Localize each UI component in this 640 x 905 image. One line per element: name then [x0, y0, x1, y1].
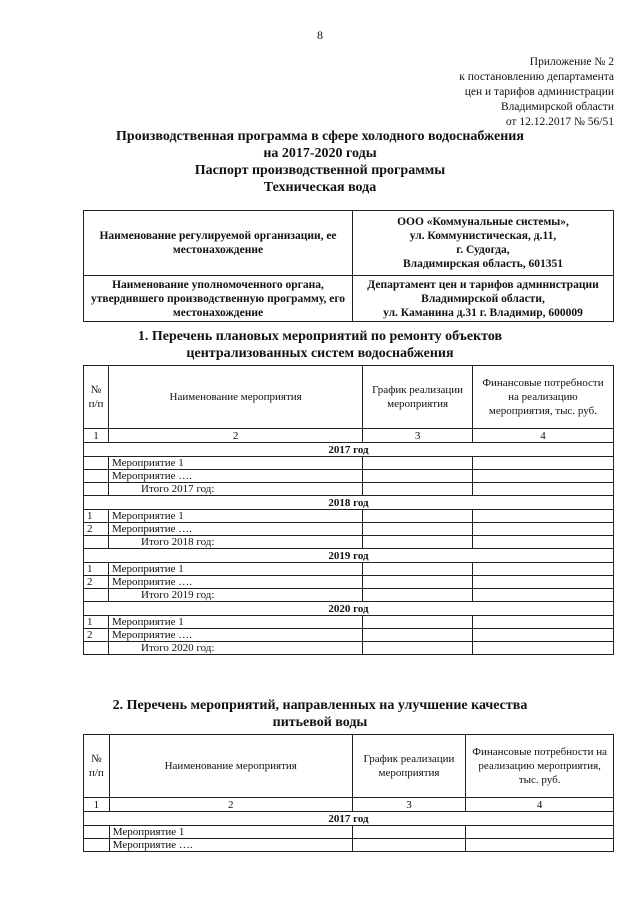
cell: Мероприятие 1: [109, 563, 363, 576]
cell: [84, 536, 109, 549]
cell: [352, 826, 466, 839]
value-line: ул. Каманина д.31 г. Владимир, 600009: [383, 306, 583, 319]
title-line: централизованных систем водоснабжения: [186, 346, 454, 361]
section2-title: [0, 697, 640, 731]
cell: Мероприятие 1: [109, 510, 363, 523]
passport-label: Наименование регулируемой организации, ее местонахождение: [84, 211, 353, 276]
column-numbers-row: [84, 798, 614, 812]
value-line: Департамент цен и тарифов администрации: [367, 278, 599, 291]
table-row: [84, 563, 614, 576]
title-line: Техническая вода: [263, 180, 377, 195]
cell: [472, 576, 613, 589]
cell: 2: [84, 523, 109, 536]
table-row: [84, 576, 614, 589]
title-line: Паспорт производственной программы: [194, 163, 446, 178]
cell: Мероприятие 1: [109, 616, 363, 629]
col-header-name: Наименование мероприятия: [109, 366, 363, 429]
col-header-schedule: График реализации мероприятия: [363, 366, 473, 429]
cell: 1: [84, 798, 110, 812]
cell: 1: [84, 616, 109, 629]
total-row: [84, 642, 614, 655]
header-row: [84, 366, 614, 429]
year-label: 2019 год: [84, 549, 614, 563]
title-line: Производственная программа в сфере холодного водоснабжения: [116, 129, 524, 144]
cell: [363, 642, 473, 655]
cell: [363, 483, 473, 496]
cell: 2: [109, 798, 352, 812]
title-line: 1. Перечень плановых мероприятий по ремонту объектов: [137, 329, 503, 344]
cell: [84, 483, 109, 496]
cell: [363, 470, 473, 483]
cell: [363, 589, 473, 602]
cell: Мероприятие ….: [109, 576, 363, 589]
title-line: 2. Перечень мероприятий, направленных на улучшение качества: [112, 698, 528, 713]
cell: 1: [84, 429, 109, 443]
header-row: [84, 735, 614, 798]
cell: 3: [363, 429, 473, 443]
cell: [472, 523, 613, 536]
cell: [472, 483, 613, 496]
col-header-finance: Финансовые потребности на реализацию мероприятия, тыс. руб.: [466, 735, 614, 798]
value-line: г. Судогда,: [456, 244, 510, 256]
cell: [472, 642, 613, 655]
cell: [472, 629, 613, 642]
year-label: 2020 год: [84, 602, 614, 616]
cell: [363, 576, 473, 589]
cell: 3: [352, 798, 466, 812]
value-line: ул. Коммунистическая, д.11,: [409, 230, 557, 242]
value-line: ООО «Коммунальные системы»,: [397, 216, 569, 228]
year-row: [84, 443, 614, 457]
cell: [363, 510, 473, 523]
table-row: [84, 629, 614, 642]
total-row: [84, 536, 614, 549]
cell: [363, 536, 473, 549]
year-row: [84, 549, 614, 563]
cell: Итого 2018 год:: [109, 536, 363, 549]
cell: 4: [466, 798, 614, 812]
cell: Мероприятие ….: [109, 839, 352, 852]
cell: [472, 563, 613, 576]
table-row: [84, 211, 614, 276]
table-row: [84, 839, 614, 852]
cell: [84, 839, 110, 852]
col-header-name: Наименование мероприятия: [109, 735, 352, 798]
cell: [352, 839, 466, 852]
appendix-line: цен и тарифов администрации: [464, 86, 614, 98]
appendix-note: [459, 55, 614, 130]
col-header-schedule: График реализации мероприятия: [352, 735, 466, 798]
document-title: [0, 128, 640, 196]
cell: 1: [84, 510, 109, 523]
cell: [472, 536, 613, 549]
cell: [363, 563, 473, 576]
cell: [84, 470, 109, 483]
appendix-line: Приложение № 2: [529, 56, 614, 68]
appendix-line: Владимирской области: [500, 101, 614, 113]
title-line: на 2017-2020 годы: [263, 146, 377, 161]
page-number: 8: [317, 28, 323, 42]
cell: Мероприятие ….: [109, 470, 363, 483]
table-row: [84, 510, 614, 523]
cell: Итого 2017 год:: [109, 483, 363, 496]
cell: [84, 457, 109, 470]
cell: [84, 826, 110, 839]
cell: [363, 457, 473, 470]
year-label: 2017 год: [84, 443, 614, 457]
cell: [363, 629, 473, 642]
table-row: [84, 457, 614, 470]
passport-value: [353, 211, 614, 276]
table-row: [84, 470, 614, 483]
cell: Мероприятие 1: [109, 826, 352, 839]
section1-title: [0, 328, 640, 362]
total-row: [84, 589, 614, 602]
year-label: 2017 год: [84, 812, 614, 826]
year-row: [84, 812, 614, 826]
total-row: [84, 483, 614, 496]
cell: [472, 457, 613, 470]
appendix-line: к постановлению департамента: [459, 71, 614, 83]
cell: [466, 839, 614, 852]
table-row: [84, 276, 614, 322]
cell: [472, 510, 613, 523]
col-header-finance: Финансовые потребности на реализацию мероприятия, тыс. руб.: [472, 366, 613, 429]
cell: Мероприятие ….: [109, 629, 363, 642]
year-row: [84, 602, 614, 616]
passport-value: [353, 276, 614, 322]
cell: Итого 2019 год:: [109, 589, 363, 602]
cell: [84, 642, 109, 655]
passport-label: Наименование уполномоченного органа, утвердившего производственную программу, его местонахождение: [84, 276, 353, 322]
repair-measures-table: [83, 365, 614, 655]
cell: 1: [84, 563, 109, 576]
cell: [84, 589, 109, 602]
year-label: 2018 год: [84, 496, 614, 510]
cell: Мероприятие ….: [109, 523, 363, 536]
cell: Мероприятие 1: [109, 457, 363, 470]
column-numbers-row: [84, 429, 614, 443]
value-line: Владимирская область, 601351: [402, 258, 564, 270]
appendix-line: от 12.12.2017 № 56/51: [505, 116, 614, 128]
cell: Итого 2020 год:: [109, 642, 363, 655]
cell: 2: [84, 629, 109, 642]
cell: 2: [109, 429, 363, 443]
year-row: [84, 496, 614, 510]
cell: [363, 616, 473, 629]
cell: [363, 523, 473, 536]
title-line: питьевой воды: [272, 715, 368, 730]
cell: [472, 470, 613, 483]
water-quality-table: [83, 734, 614, 852]
col-header-number: № п/п: [84, 366, 109, 429]
cell: 4: [472, 429, 613, 443]
col-header-number: № п/п: [84, 735, 110, 798]
table-row: [84, 616, 614, 629]
cell: [466, 826, 614, 839]
table-row: [84, 826, 614, 839]
table-row: [84, 523, 614, 536]
cell: 2: [84, 576, 109, 589]
value-line: Владимирской области,: [421, 292, 545, 305]
cell: [472, 589, 613, 602]
passport-table: [83, 210, 614, 322]
cell: [472, 616, 613, 629]
